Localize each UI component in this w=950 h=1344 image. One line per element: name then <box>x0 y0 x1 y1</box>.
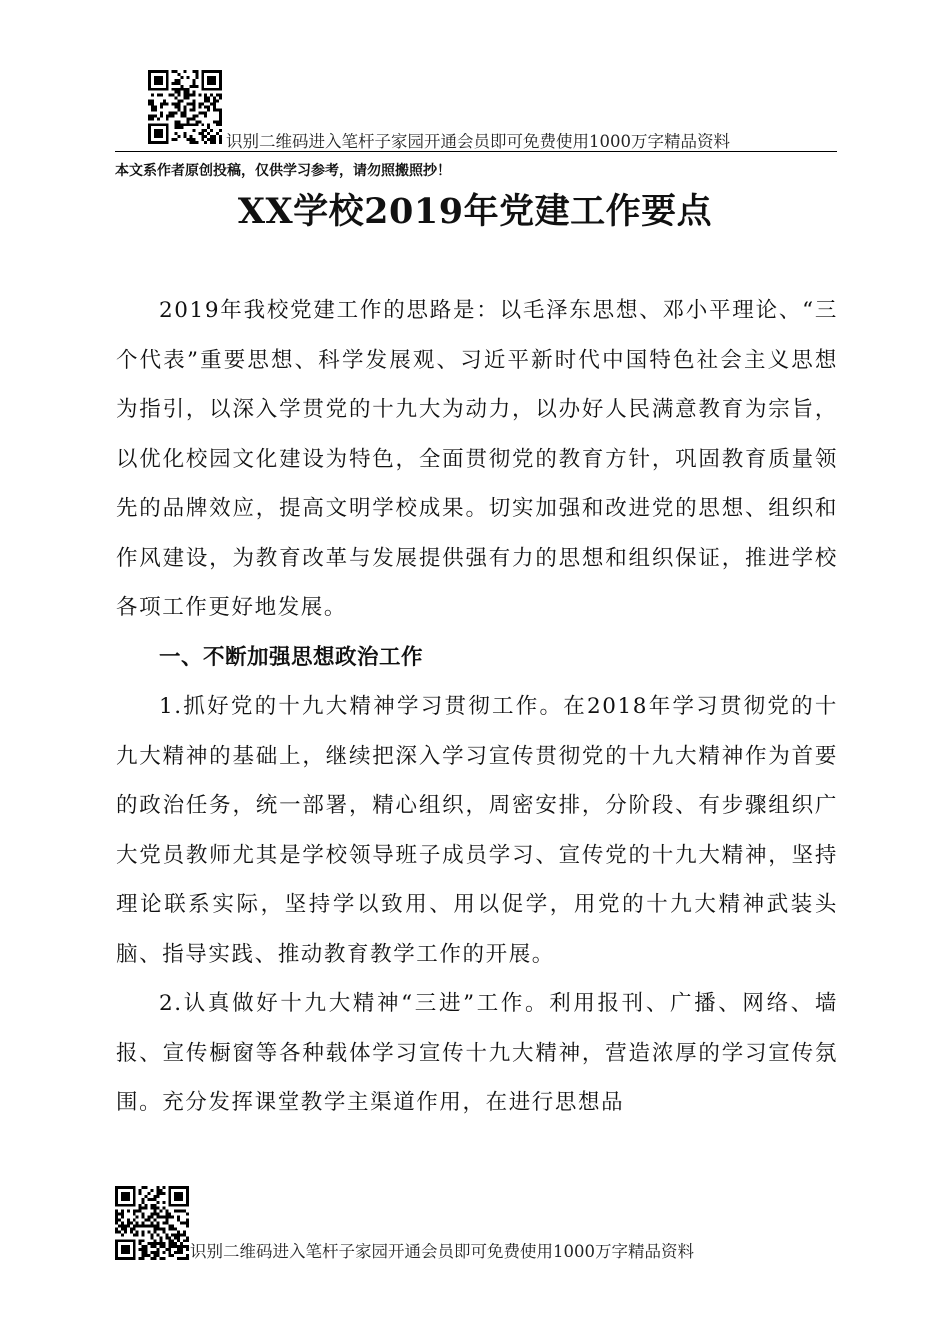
header-divider <box>115 151 837 152</box>
qr-code-icon[interactable] <box>148 70 222 144</box>
header-promo-text: 识别二维码进入笔杆子家园开通会员即可免费使用1000万字精品资料 <box>226 132 730 151</box>
footer-promo-text: 识别二维码进入笔杆子家园开通会员即可免费使用1000万字精品资料 <box>190 1242 694 1261</box>
document-body <box>116 286 838 1128</box>
disclaimer-text: 本文系作者原创投稿，仅供学习参考，请勿照搬照抄！ <box>115 163 451 179</box>
document-title: XX学校2019年党建工作要点 <box>237 191 713 232</box>
body-paragraph: 2.认真做好十九大精神“三进”工作。利用报刊、广播、网络、墙报、宣传橱窗等各种载体学习宣传十九大精神，营造浓厚的学习宣传氛围。充分发挥课堂教学主渠道作用，在进行思想品 <box>116 991 838 1115</box>
intro-paragraph: 2019年我校党建工作的思路是：以毛泽东思想、邓小平理论、“三个代表”重要思想、科学发展观、习近平新时代中国特色社会主义思想为指引，以深入学贯党的十九大为动力，以办好人民满意教育为宗旨，以优化校园文化建设为特色，全面贯彻党的教育方针，巩固教育质量领先的品牌效应，提高文明学校成果。切实加强和改进党的思想、组织和作风建设，为教育改革与发展提供强有力的思想和组织保证，推进学校各项工作更好地发展。 <box>116 298 838 620</box>
section-heading: 一、不断加强思想政治工作 <box>159 644 424 670</box>
body-paragraph: 1.抓好党的十九大精神学习贯彻工作。在2018年学习贯彻党的十九大精神的基础上，继续把深入学习宣传贯彻党的十九大精神作为首要的政治任务，统一部署，精心组织，周密安排，分阶段、有步骤组织广大党员教师尤其是学校领导班子成员学习、宣传党的十九大精神，坚持理论联系实际，坚持学以致用、用以促学，用党的十九大精神武装头脑、指导实践、推动教育教学工作的开展。 <box>116 694 838 967</box>
qr-code-icon[interactable] <box>115 1186 189 1260</box>
